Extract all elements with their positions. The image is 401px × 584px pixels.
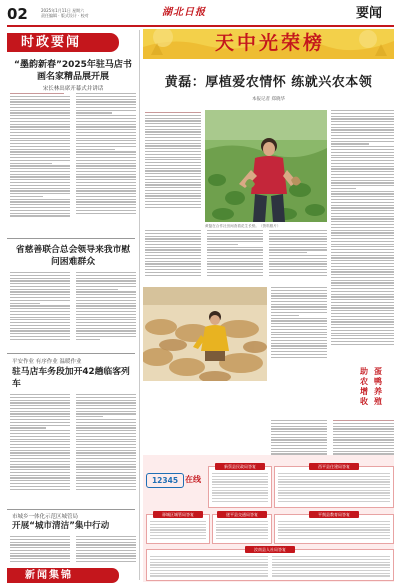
story4-kicker: 市城乡一体化示范区城管局 — [12, 514, 79, 520]
story1-subhead: 宋长林出席开幕式并讲话 — [42, 86, 104, 92]
hotline-item-title: 平舆县教育局答复 — [309, 511, 359, 518]
hotline-item — [274, 514, 394, 544]
hotline-item-text — [150, 521, 206, 540]
meta-line: 责任编辑 · 版式设计 · 校对 — [41, 13, 89, 18]
story4-col-b — [76, 536, 136, 564]
political-banner — [7, 33, 119, 52]
hotline-item-title: 遂平县交通局答复 — [217, 511, 267, 518]
story4-headline: 开展“城市清洁”集中行动 — [12, 521, 110, 531]
page-number: 02 — [7, 5, 28, 23]
hotline-item-title: 新蔡县民政局答复 — [215, 463, 265, 470]
story4-body — [10, 536, 136, 566]
divider — [7, 509, 135, 510]
feature-photo-2 — [143, 287, 267, 381]
feature-col-2 — [207, 230, 263, 277]
story1-col-b — [76, 93, 136, 215]
story3-headline: 驻马店车务段加开42趟临客列车 — [12, 367, 130, 389]
feature-photo-1-caption: 黄磊在合作社田间查看花生长势。（资料照片） — [205, 224, 281, 228]
feature-byline: 本报记者 郑晓华 — [252, 97, 285, 102]
hotline-item-title: 汝南县人社局答复 — [245, 546, 295, 553]
hotline-item — [274, 466, 394, 508]
feature-banner-text: 天中光荣榜 — [214, 32, 325, 54]
feature-body-lower — [271, 287, 327, 365]
story2-headline: 省慈善联合总会领导来我市慰问困难群众 — [15, 245, 131, 267]
header-meta — [41, 8, 113, 18]
farmer-photo — [205, 110, 327, 222]
column-separator — [139, 30, 140, 580]
hotline-logo-text: 在线 — [185, 475, 201, 484]
hotline-logo — [146, 470, 204, 496]
header-rule — [7, 25, 394, 27]
feature-body-middle — [145, 230, 327, 282]
hotline-logo-number: 12345 — [146, 473, 184, 488]
section-title: 要闻 — [356, 6, 383, 21]
ad-headline-b: 蛋鸭养殖 — [374, 367, 382, 406]
divider — [7, 353, 135, 354]
ad-block — [330, 367, 394, 419]
story1-body — [10, 93, 136, 232]
story3-col-b — [76, 394, 136, 491]
story3-kicker: 平安作业 有序作业 温暖作业 — [12, 359, 82, 365]
hotline-item-text — [272, 556, 390, 578]
harvest-photo — [143, 287, 267, 381]
hotline-item — [208, 466, 272, 508]
date-line: 2025年1月11日 星期六 — [41, 8, 85, 13]
hotline-item-title: 西平县住建局答复 — [309, 463, 359, 470]
feature-col-1 — [145, 230, 201, 277]
story1-col-a — [10, 93, 70, 218]
hotline-item — [146, 549, 394, 581]
hotline-item — [212, 514, 272, 544]
hotline-item-title: 驿城区城管局答复 — [153, 511, 203, 518]
story2-col-b — [76, 272, 136, 342]
news-digest-banner — [7, 568, 119, 583]
hotline-item-text — [212, 473, 268, 504]
political-banner-text: 时政要闻 — [21, 35, 82, 50]
hotline-item-text — [216, 521, 268, 540]
story1-headline: “墨韵新春”2025年驻马店书画名家精品展开展 — [14, 60, 132, 82]
feature-headline: 黄磊：厚植爱农情怀 练就兴农本领 — [164, 75, 373, 90]
story3-col-a — [10, 394, 70, 491]
feature-banner — [143, 29, 394, 59]
hotline-item-text — [150, 556, 268, 578]
feature-body-intro — [145, 112, 201, 222]
story3-body — [10, 394, 136, 505]
divider — [7, 238, 135, 239]
hotline-item-text — [278, 521, 390, 540]
feature-body-side — [331, 110, 394, 365]
page-header — [7, 6, 394, 22]
hotline-item — [146, 514, 210, 544]
news-digest-banner-text: 新闻集锦 — [25, 570, 73, 581]
hotline-item-text — [278, 473, 390, 504]
masthead-logo: 湖北日报 — [162, 7, 206, 18]
feature-photo-1 — [205, 110, 327, 222]
feature-col-3 — [269, 230, 327, 277]
ad-headline-a: 助农增收 — [360, 367, 368, 406]
story2-col-a — [10, 272, 70, 342]
story4-col-a — [10, 536, 70, 564]
story2-body — [10, 272, 136, 348]
